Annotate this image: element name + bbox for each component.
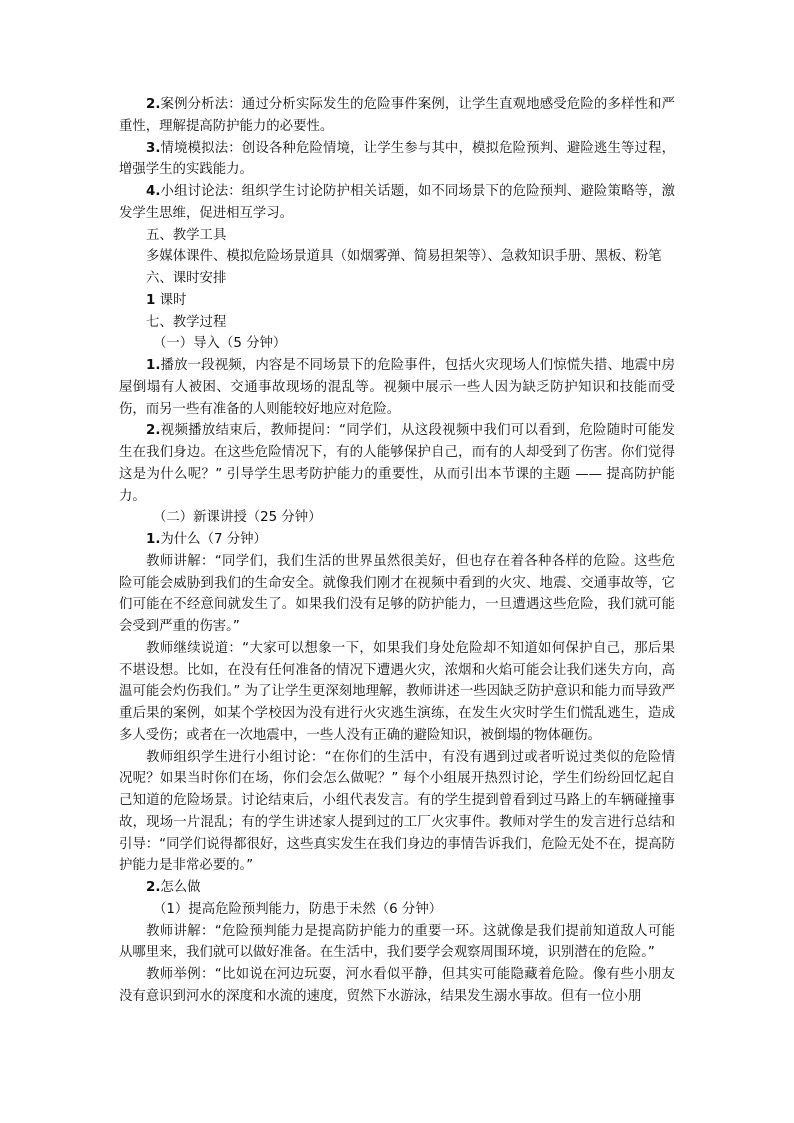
paragraph-text: 为什么（7 分钟） <box>160 532 267 547</box>
document-page <box>119 94 675 1008</box>
paragraph-text: 案例分析法：通过分析实际发生的危险事件案例，让学生直观地感受危险的多样性和严重性，理解提高防护能力的必要性。 <box>119 97 675 134</box>
paragraph-text: 六、课时安排 <box>146 271 227 286</box>
paragraph-why-1 <box>119 551 675 638</box>
section-heading-schedule <box>119 268 675 290</box>
paragraph-text: 小组讨论法：组织学生讨论防护相关话题，如不同场景下的危险预判、避险策略等，激发学生思维，促进相互学习。 <box>119 184 675 221</box>
paragraph-number: 2. <box>146 97 161 112</box>
paragraph-text: 视频播放结束后，教师提问：“同学们，从这段视频中我们可以看到，危险随时可能发生在我们身边。在这些危险情况下，有的人能够保护自己，而有的人却受到了伤害。你们觉得这是为什么呢？” 引导学生思考防护能力的重要性，从而引出本节课的主题 —— 提高防护能力。 <box>119 423 675 504</box>
paragraph-tools <box>119 246 675 268</box>
paragraph-number: 1 <box>146 292 156 308</box>
paragraph-3 <box>119 181 675 225</box>
paragraph-why-2 <box>119 638 675 747</box>
subsection-heading-prediction <box>119 899 675 921</box>
paragraph-number: 2. <box>146 880 161 895</box>
paragraph-text: 教师讲解：“同学们，我们生活的世界虽然很美好，但也存在着各种各样的危险。这些危险可能会威胁到我们的生命安全。就像我们刚才在视频中看到的火灾、地震、交通事故等，它们可能在不经意间就发生了。如果我们没有足够的防护能力，一旦遭遇这些危险，我们就可能会受到严重的伤害。” <box>119 553 675 634</box>
paragraph-why-3 <box>119 747 675 878</box>
paragraph-text: 课时 <box>155 292 187 308</box>
paragraph-prediction-2 <box>119 964 675 1008</box>
paragraph-number: 1. <box>146 532 161 547</box>
paragraph-number: 2. <box>146 423 161 439</box>
paragraph-2 <box>119 138 675 182</box>
subsection-heading-intro <box>119 333 675 355</box>
paragraph-text: 教师讲解：“危险预判能力是提高防护能力的重要一环。这就像是我们提前知道敌人可能从哪里来，我们就可以做好准备。在生活中，我们要学会观察周围环境，识别潜在的危险。” <box>119 923 675 961</box>
paragraph-number: 4. <box>146 184 161 199</box>
paragraph-1 <box>119 94 675 138</box>
paragraph-text: （一）导入（5 分钟） <box>153 336 287 352</box>
paragraph-why-heading <box>119 529 675 551</box>
paragraph-text: 教师继续说道：“大家可以想象一下，如果我们身处危险却不知道如何保护自己，那后果不堪设想。比如，在没有任何准备的情况下遭遇火灾，浓烟和火焰可能会让我们迷失方向，高温可能会灼伤我们。” 为了让学生更深刻地理解，教师讲述一些因缺乏防护意识和能力而导致严重后果的案例，如某个学校因为没有进行火灾逃生演练，在发生火灾时学生们慌乱逃生，造成多人受伤；或者在一次地震中，一些人没有正确的避险知识，被倒塌的物体砸伤。 <box>119 640 675 743</box>
paragraph-prediction-1 <box>119 921 675 965</box>
paragraph-text: 播放一段视频，内容是不同场景下的危险事件，包括火灾现场人们惊慌失措、地震中房屋倒塌有人被困、交通事故现场的混乱等。视频中展示一些人因为缺乏防护知识和技能而受伤，而另一些有准备的人则能较好地应对危险。 <box>119 358 675 417</box>
paragraph-text: （二）新课讲授（25 分钟） <box>153 510 322 526</box>
paragraph-number: 3. <box>146 140 161 156</box>
paragraph-text: （1）提高危险预判能力，防患于未然（6 分钟） <box>153 901 443 917</box>
paragraph-intro-2 <box>119 420 675 507</box>
section-heading-process <box>119 312 675 334</box>
paragraph-text: 教师组织学生进行小组讨论：“在你们的生活中，有没有遇到过或者听说过类似的危险情况呢？如果当时你们在场，你们会怎么做呢？” 每个小组展开热烈讨论，学生们纷纷回忆起自己知道的危险场景。讨论结束后，小组代表发言。有的学生提到曾看到过马路上的车辆碰撞事故，现场一片混乱；有的学生讲述家人提到过的工厂火灾事件。教师对学生的发言进行总结和引导：“同学们说得都很好，这些真实发生在我们身边的事情告诉我们，危险无处不在，提高防护能力是非常必要的。” <box>119 749 675 874</box>
paragraph-schedule <box>119 290 675 312</box>
paragraph-number: 1. <box>146 358 161 373</box>
paragraph-how-heading <box>119 877 675 899</box>
paragraph-text: 七、教学过程 <box>146 314 227 330</box>
subsection-heading-new-lesson <box>119 507 675 529</box>
section-heading-tools <box>119 225 675 247</box>
paragraph-text: 五、教学工具 <box>146 227 227 243</box>
paragraph-text: 情境模拟法：创设各种危险情境，让学生参与其中，模拟危险预判、避险逃生等过程，增强学生的实践能力。 <box>119 140 675 178</box>
paragraph-text: 多媒体课件、模拟危险场景道具（如烟雾弹、简易担架等）、急救知识手册、黑板、粉笔 <box>146 249 662 265</box>
paragraph-intro-1 <box>119 355 675 420</box>
paragraph-text: 教师举例：“比如说在河边玩耍，河水看似平静，但其实可能隐藏着危险。像有些小朋友没有意识到河水的深度和水流的速度，贸然下水游泳，结果发生溺水事故。但有一位小朋 <box>119 967 675 1004</box>
paragraph-text: 怎么做 <box>160 880 201 895</box>
